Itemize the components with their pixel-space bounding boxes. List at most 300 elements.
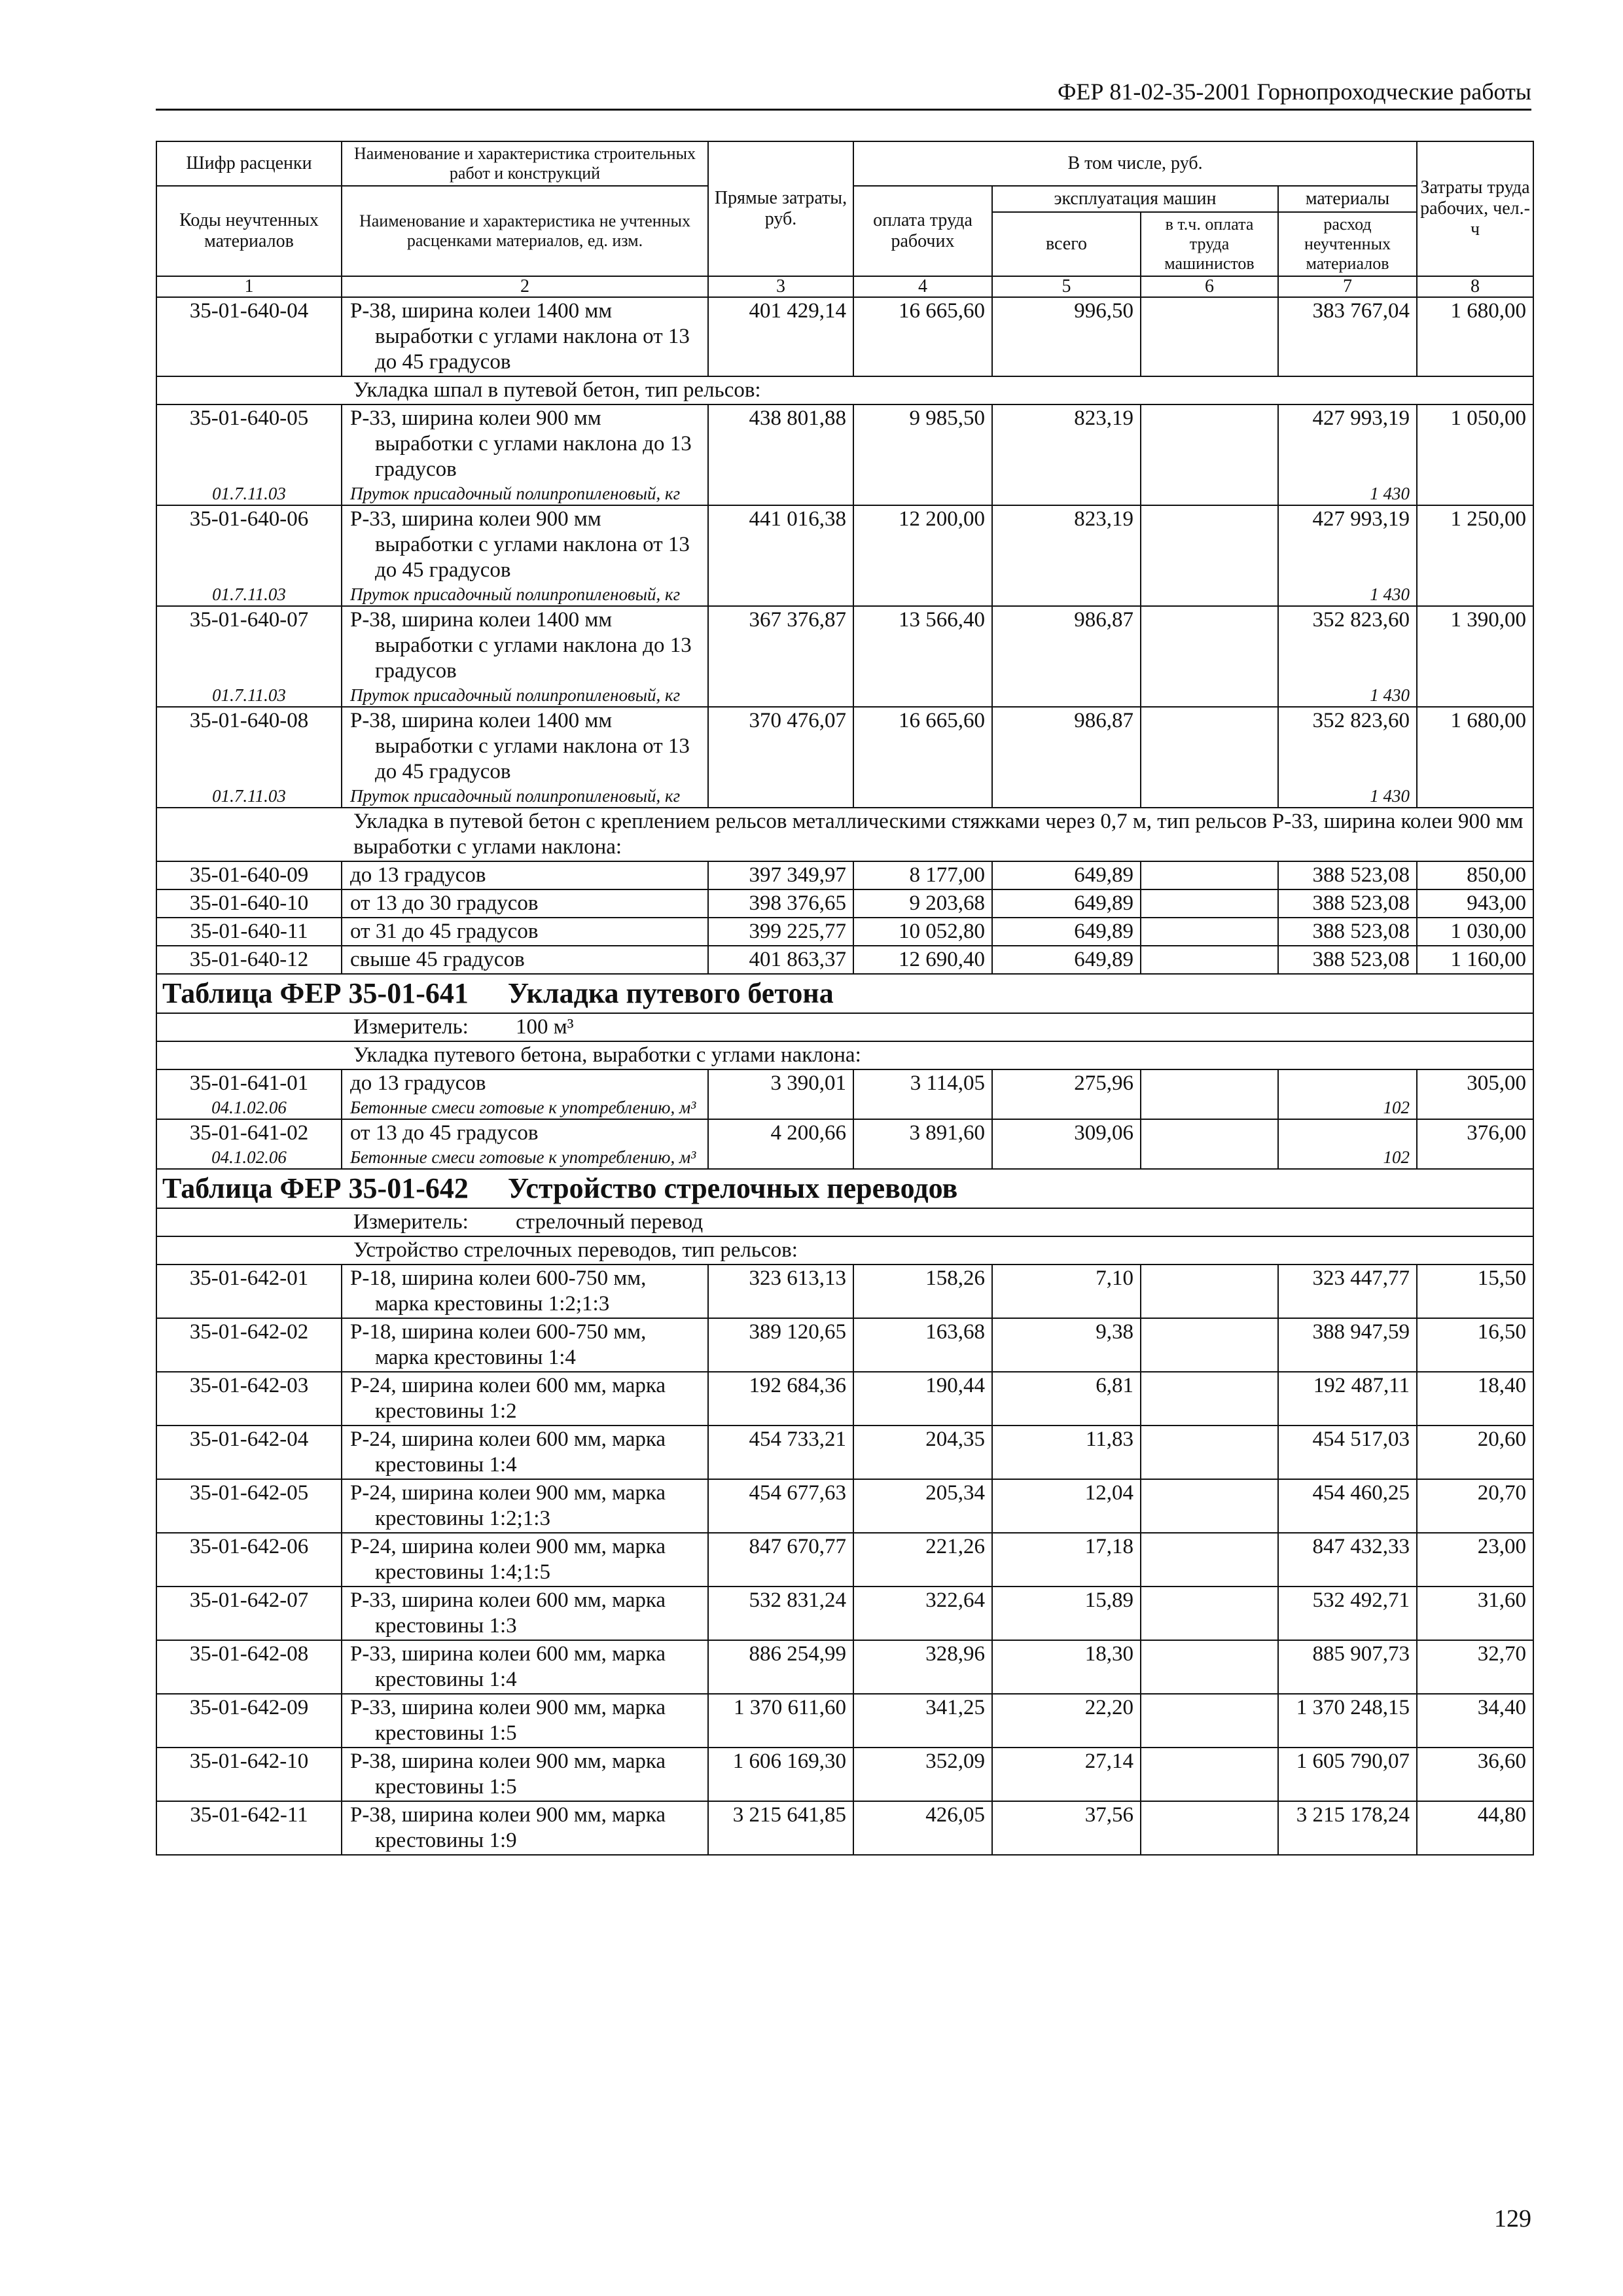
labor-costs: 376,00 <box>1417 1119 1533 1147</box>
machine-costs: 27,14 <box>992 1748 1141 1801</box>
machine-costs: 6,81 <box>992 1372 1141 1426</box>
table-row <box>156 1694 1533 1748</box>
table-row <box>156 1426 1533 1479</box>
measure-row <box>156 1013 1533 1041</box>
material-costs: 388 523,08 <box>1278 889 1417 918</box>
empty-cell <box>708 685 853 707</box>
empty-cell <box>853 1097 992 1119</box>
machinist-wages <box>1141 889 1278 918</box>
work-name: Р-38, ширина колеи 1400 мм выработки с углами наклона от 13 до 45 градусов <box>342 707 708 785</box>
table-row <box>156 918 1533 946</box>
machine-costs: 17,18 <box>992 1533 1141 1587</box>
material-row <box>156 685 1533 707</box>
work-name: Р-33, ширина колеи 900 мм выработки с углами наклона до 13 градусов <box>342 404 708 483</box>
table-row <box>156 1372 1533 1426</box>
header-mach-wages: в т.ч. оплата труда машинистов <box>1141 212 1278 276</box>
table-row <box>156 606 1533 685</box>
measure-value: 100 м³ <box>516 1015 574 1039</box>
table-title <box>156 974 1533 1013</box>
material-costs: 352 823,60 <box>1278 707 1417 785</box>
empty-cell <box>992 1097 1141 1119</box>
machinist-wages <box>1141 1265 1278 1318</box>
material-name: Бетонные смеси готовые к употреблению, м³ <box>342 1097 708 1119</box>
empty-cell <box>1141 1147 1278 1169</box>
table-title <box>156 1169 1533 1208</box>
wages: 8 177,00 <box>853 861 992 889</box>
direct-costs: 192 684,36 <box>708 1372 853 1426</box>
table-row <box>156 1640 1533 1694</box>
material-costs: 1 370 248,15 <box>1278 1694 1417 1748</box>
labor-costs: 15,50 <box>1417 1265 1533 1318</box>
price-table <box>156 141 1534 1856</box>
empty-cell <box>992 584 1141 606</box>
rate-code: 35-01-640-04 <box>156 297 342 376</box>
labor-costs: 32,70 <box>1417 1640 1533 1694</box>
material-costs <box>1278 1119 1417 1147</box>
work-name: Р-33, ширина колеи 900 мм выработки с углами наклона от 13 до 45 градусов <box>342 505 708 584</box>
direct-costs: 532 831,24 <box>708 1587 853 1640</box>
machinist-wages <box>1141 606 1278 685</box>
measure-label: Измеритель: <box>353 1015 469 1039</box>
table-number: Таблица ФЕР 35-01-642 <box>162 1172 469 1204</box>
work-name: Р-24, ширина колеи 600 мм, марка крестовины 1:4 <box>342 1426 708 1479</box>
measure <box>156 1208 1533 1236</box>
rate-code: 35-01-642-05 <box>156 1479 342 1533</box>
material-costs: 1 605 790,07 <box>1278 1748 1417 1801</box>
table-row <box>156 1587 1533 1640</box>
header-mat-unacc: расход неучтенных материалов <box>1278 212 1417 276</box>
machinist-wages <box>1141 1640 1278 1694</box>
work-name: до 13 градусов <box>342 1069 708 1097</box>
empty-cell <box>708 1147 853 1169</box>
wages: 322,64 <box>853 1587 992 1640</box>
wages: 328,96 <box>853 1640 992 1694</box>
header-direct: Прямые затраты, руб. <box>708 141 853 276</box>
empty-cell <box>853 584 992 606</box>
empty-cell <box>1141 685 1278 707</box>
empty-cell <box>992 785 1141 808</box>
material-costs: 388 947,59 <box>1278 1318 1417 1372</box>
labor-costs: 23,00 <box>1417 1533 1533 1587</box>
material-row <box>156 584 1533 606</box>
empty-cell <box>853 1147 992 1169</box>
empty-cell <box>1417 483 1533 505</box>
machinist-wages <box>1141 861 1278 889</box>
material-quantity: 1 430 <box>1278 785 1417 808</box>
rate-code: 35-01-640-10 <box>156 889 342 918</box>
section-heading-row <box>156 1236 1533 1265</box>
wages: 12 200,00 <box>853 505 992 584</box>
material-quantity: 102 <box>1278 1147 1417 1169</box>
empty-cell <box>853 685 992 707</box>
work-name: Р-24, ширина колеи 900 мм, марка крестовины 1:2;1:3 <box>342 1479 708 1533</box>
material-row <box>156 785 1533 808</box>
machine-costs: 7,10 <box>992 1265 1141 1318</box>
material-code: 01.7.11.03 <box>156 685 342 707</box>
material-code: 04.1.02.06 <box>156 1097 342 1119</box>
labor-costs: 943,00 <box>1417 889 1533 918</box>
table-row <box>156 404 1533 483</box>
column-number: 1 <box>156 276 342 297</box>
labor-costs: 1 030,00 <box>1417 918 1533 946</box>
wages: 9 985,50 <box>853 404 992 483</box>
rate-code: 35-01-640-08 <box>156 707 342 785</box>
measure-label: Измеритель: <box>353 1210 469 1234</box>
direct-costs: 438 801,88 <box>708 404 853 483</box>
material-row <box>156 1097 1533 1119</box>
machinist-wages <box>1141 404 1278 483</box>
material-name: Пруток присадочный полипропиленовый, кг <box>342 785 708 808</box>
material-name: Пруток присадочный полипропиленовый, кг <box>342 685 708 707</box>
material-costs: 388 523,08 <box>1278 918 1417 946</box>
material-row <box>156 483 1533 505</box>
section-heading-row <box>156 808 1533 861</box>
machine-costs: 649,89 <box>992 946 1141 974</box>
rate-code: 35-01-641-01 <box>156 1069 342 1097</box>
direct-costs: 1 370 611,60 <box>708 1694 853 1748</box>
rate-code: 35-01-640-11 <box>156 918 342 946</box>
machinist-wages <box>1141 707 1278 785</box>
labor-costs: 1 680,00 <box>1417 707 1533 785</box>
material-costs: 388 523,08 <box>1278 946 1417 974</box>
rate-code: 35-01-642-11 <box>156 1801 342 1855</box>
material-costs: 427 993,19 <box>1278 404 1417 483</box>
work-name: Р-33, ширина колеи 900 мм, марка крестовины 1:5 <box>342 1694 708 1748</box>
labor-costs: 20,60 <box>1417 1426 1533 1479</box>
wages: 163,68 <box>853 1318 992 1372</box>
wages: 12 690,40 <box>853 946 992 974</box>
labor-costs: 44,80 <box>1417 1801 1533 1855</box>
table-row <box>156 707 1533 785</box>
machinist-wages <box>1141 1587 1278 1640</box>
labor-costs: 34,40 <box>1417 1694 1533 1748</box>
direct-costs: 370 476,07 <box>708 707 853 785</box>
wages: 341,25 <box>853 1694 992 1748</box>
wages: 426,05 <box>853 1801 992 1855</box>
empty-cell <box>1141 1097 1278 1119</box>
material-costs: 847 432,33 <box>1278 1533 1417 1587</box>
rate-code: 35-01-640-06 <box>156 505 342 584</box>
direct-costs: 4 200,66 <box>708 1119 853 1147</box>
rate-code: 35-01-642-07 <box>156 1587 342 1640</box>
work-name: Р-24, ширина колеи 600 мм, марка крестовины 1:2 <box>342 1372 708 1426</box>
table-name: Устройство стрелочных переводов <box>507 1172 958 1204</box>
work-name: свыше 45 градусов <box>342 946 708 974</box>
table-row <box>156 297 1533 376</box>
material-quantity: 1 430 <box>1278 584 1417 606</box>
table-row <box>156 505 1533 584</box>
direct-costs: 401 429,14 <box>708 297 853 376</box>
empty-cell <box>1417 785 1533 808</box>
table-row <box>156 889 1533 918</box>
table-row <box>156 1318 1533 1372</box>
material-costs: 323 447,77 <box>1278 1265 1417 1318</box>
work-name: Р-33, ширина колеи 600 мм, марка крестовины 1:4 <box>342 1640 708 1694</box>
wages: 3 114,05 <box>853 1069 992 1097</box>
direct-costs: 399 225,77 <box>708 918 853 946</box>
rate-code: 35-01-642-09 <box>156 1694 342 1748</box>
material-row <box>156 1147 1533 1169</box>
table-row <box>156 1801 1533 1855</box>
material-code: 01.7.11.03 <box>156 584 342 606</box>
empty-cell <box>1417 685 1533 707</box>
empty-cell <box>1141 785 1278 808</box>
direct-costs: 3 390,01 <box>708 1069 853 1097</box>
wages: 190,44 <box>853 1372 992 1426</box>
table-title-row <box>156 974 1533 1013</box>
machine-costs: 15,89 <box>992 1587 1141 1640</box>
machine-costs: 649,89 <box>992 861 1141 889</box>
machine-costs: 12,04 <box>992 1479 1141 1533</box>
empty-cell <box>708 1097 853 1119</box>
machine-costs: 22,20 <box>992 1694 1141 1748</box>
measure <box>156 1013 1533 1041</box>
machinist-wages <box>1141 297 1278 376</box>
section-heading-row <box>156 376 1533 404</box>
empty-cell <box>853 785 992 808</box>
machine-costs: 986,87 <box>992 606 1141 685</box>
machinist-wages <box>1141 1119 1278 1147</box>
material-quantity: 1 430 <box>1278 685 1417 707</box>
column-number: 8 <box>1417 276 1533 297</box>
empty-cell <box>992 1147 1141 1169</box>
table-row <box>156 1748 1533 1801</box>
material-name: Пруток присадочный полипропиленовый, кг <box>342 483 708 505</box>
material-costs: 352 823,60 <box>1278 606 1417 685</box>
section-heading: Устройство стрелочных переводов, тип рельсов: <box>156 1236 1533 1265</box>
machinist-wages <box>1141 1479 1278 1533</box>
measure-value: стрелочный перевод <box>516 1210 704 1234</box>
page-header: ФЕР 81-02-35-2001 Горнопроходческие работы <box>156 77 1531 111</box>
machinist-wages <box>1141 1372 1278 1426</box>
section-heading: Укладка шпал в путевой бетон, тип рельсов: <box>156 376 1533 404</box>
labor-costs: 36,60 <box>1417 1748 1533 1801</box>
header-mat-codes: Коды неучтенных материалов <box>156 186 342 276</box>
table-body <box>156 141 1533 1855</box>
column-number: 2 <box>342 276 708 297</box>
empty-cell <box>992 483 1141 505</box>
header-name: Наименование и характеристика строительных работ и конструкций <box>342 141 708 186</box>
table-row <box>156 1119 1533 1147</box>
machine-costs: 37,56 <box>992 1801 1141 1855</box>
direct-costs: 1 606 169,30 <box>708 1748 853 1801</box>
machine-costs: 649,89 <box>992 889 1141 918</box>
rate-code: 35-01-640-09 <box>156 861 342 889</box>
material-name: Пруток присадочный полипропиленовый, кг <box>342 584 708 606</box>
column-number: 4 <box>853 276 992 297</box>
labor-costs: 1 390,00 <box>1417 606 1533 685</box>
work-name: Р-38, ширина колеи 900 мм, марка крестовины 1:5 <box>342 1748 708 1801</box>
header-materials: материалы <box>1278 186 1417 212</box>
column-number-row <box>156 276 1533 297</box>
work-name: Р-38, ширина колеи 1400 мм выработки с углами наклона от 13 до 45 градусов <box>342 297 708 376</box>
header-code: Шифр расценки <box>156 141 342 186</box>
section-heading-row <box>156 1041 1533 1069</box>
direct-costs: 398 376,65 <box>708 889 853 918</box>
rate-code: 35-01-642-01 <box>156 1265 342 1318</box>
machine-costs: 275,96 <box>992 1069 1141 1097</box>
direct-costs: 397 349,97 <box>708 861 853 889</box>
labor-costs: 1 250,00 <box>1417 505 1533 584</box>
machine-costs: 309,06 <box>992 1119 1141 1147</box>
wages: 10 052,80 <box>853 918 992 946</box>
material-costs: 532 492,71 <box>1278 1587 1417 1640</box>
direct-costs: 401 863,37 <box>708 946 853 974</box>
labor-costs: 16,50 <box>1417 1318 1533 1372</box>
material-costs: 3 215 178,24 <box>1278 1801 1417 1855</box>
work-name: от 31 до 45 градусов <box>342 918 708 946</box>
wages: 352,09 <box>853 1748 992 1801</box>
rate-code: 35-01-642-06 <box>156 1533 342 1587</box>
wages: 158,26 <box>853 1265 992 1318</box>
direct-costs: 847 670,77 <box>708 1533 853 1587</box>
wages: 16 665,60 <box>853 297 992 376</box>
machinist-wages <box>1141 1748 1278 1801</box>
header-name2: Наименование и характеристика не учтенных расценками материалов, ед. изм. <box>342 186 708 276</box>
work-name: Р-33, ширина колеи 600 мм, марка крестовины 1:3 <box>342 1587 708 1640</box>
table-row <box>156 1265 1533 1318</box>
direct-costs: 454 677,63 <box>708 1479 853 1533</box>
machine-costs: 9,38 <box>992 1318 1141 1372</box>
header-machines: эксплуатация машин <box>992 186 1278 212</box>
material-code: 04.1.02.06 <box>156 1147 342 1169</box>
machinist-wages <box>1141 1318 1278 1372</box>
empty-cell <box>708 785 853 808</box>
table-title-row <box>156 1169 1533 1208</box>
wages: 3 891,60 <box>853 1119 992 1147</box>
empty-cell <box>853 483 992 505</box>
material-code: 01.7.11.03 <box>156 483 342 505</box>
material-costs <box>1278 1069 1417 1097</box>
material-quantity: 1 430 <box>1278 483 1417 505</box>
labor-costs: 1 160,00 <box>1417 946 1533 974</box>
rate-code: 35-01-642-03 <box>156 1372 342 1426</box>
machinist-wages <box>1141 918 1278 946</box>
wages: 221,26 <box>853 1533 992 1587</box>
rate-code: 35-01-642-08 <box>156 1640 342 1694</box>
table-name: Укладка путевого бетона <box>507 977 834 1009</box>
rate-code: 35-01-640-12 <box>156 946 342 974</box>
machine-costs: 11,83 <box>992 1426 1141 1479</box>
machine-costs: 649,89 <box>992 918 1141 946</box>
wages: 204,35 <box>853 1426 992 1479</box>
work-name: Р-38, ширина колеи 900 мм, марка крестовины 1:9 <box>342 1801 708 1855</box>
work-name: от 13 до 30 градусов <box>342 889 708 918</box>
labor-costs: 1 680,00 <box>1417 297 1533 376</box>
machinist-wages <box>1141 1533 1278 1587</box>
labor-costs: 20,70 <box>1417 1479 1533 1533</box>
header-incl: В том числе, руб. <box>853 141 1417 186</box>
direct-costs: 323 613,13 <box>708 1265 853 1318</box>
direct-costs: 454 733,21 <box>708 1426 853 1479</box>
material-quantity: 102 <box>1278 1097 1417 1119</box>
machine-costs: 823,19 <box>992 404 1141 483</box>
table-row <box>156 1533 1533 1587</box>
rate-code: 35-01-641-02 <box>156 1119 342 1147</box>
work-name: до 13 градусов <box>342 861 708 889</box>
column-number: 5 <box>992 276 1141 297</box>
material-costs: 885 907,73 <box>1278 1640 1417 1694</box>
work-name: от 13 до 45 градусов <box>342 1119 708 1147</box>
material-costs: 192 487,11 <box>1278 1372 1417 1426</box>
empty-cell <box>1417 1097 1533 1119</box>
wages: 205,34 <box>853 1479 992 1533</box>
empty-cell <box>992 685 1141 707</box>
material-code: 01.7.11.03 <box>156 785 342 808</box>
labor-costs: 850,00 <box>1417 861 1533 889</box>
work-name: Р-38, ширина колеи 1400 мм выработки с углами наклона до 13 градусов <box>342 606 708 685</box>
direct-costs: 389 120,65 <box>708 1318 853 1372</box>
column-number: 6 <box>1141 276 1278 297</box>
column-number: 3 <box>708 276 853 297</box>
material-name: Бетонные смеси готовые к употреблению, м³ <box>342 1147 708 1169</box>
material-costs: 427 993,19 <box>1278 505 1417 584</box>
table-row <box>156 946 1533 974</box>
machine-costs: 823,19 <box>992 505 1141 584</box>
empty-cell <box>1417 1147 1533 1169</box>
machinist-wages <box>1141 1069 1278 1097</box>
machinist-wages <box>1141 946 1278 974</box>
machinist-wages <box>1141 1694 1278 1748</box>
measure-row <box>156 1208 1533 1236</box>
direct-costs: 886 254,99 <box>708 1640 853 1694</box>
rate-code: 35-01-642-04 <box>156 1426 342 1479</box>
empty-cell <box>1417 584 1533 606</box>
page-number: 129 <box>1494 2205 1531 2233</box>
header-mach-total: всего <box>992 212 1141 276</box>
work-name: Р-18, ширина колеи 600-750 мм, марка крестовины 1:2;1:3 <box>342 1265 708 1318</box>
table-row <box>156 861 1533 889</box>
labor-costs: 305,00 <box>1417 1069 1533 1097</box>
rate-code: 35-01-642-10 <box>156 1748 342 1801</box>
empty-cell <box>708 584 853 606</box>
machinist-wages <box>1141 1801 1278 1855</box>
work-name: Р-24, ширина колеи 900 мм, марка крестовины 1:4;1:5 <box>342 1533 708 1587</box>
machinist-wages <box>1141 505 1278 584</box>
section-heading: Укладка в путевой бетон с креплением рельсов металлическими стяжками через 0,7 м, тип рельсов Р-33, ширина колеи 900 мм выработки с углами наклона: <box>156 808 1533 861</box>
material-costs: 454 460,25 <box>1278 1479 1417 1533</box>
material-costs: 383 767,04 <box>1278 297 1417 376</box>
header-wages: оплата труда рабочих <box>853 186 992 276</box>
direct-costs: 367 376,87 <box>708 606 853 685</box>
rate-code: 35-01-640-05 <box>156 404 342 483</box>
material-costs: 454 517,03 <box>1278 1426 1417 1479</box>
table-row <box>156 1479 1533 1533</box>
direct-costs: 441 016,38 <box>708 505 853 584</box>
labor-costs: 18,40 <box>1417 1372 1533 1426</box>
wages: 9 203,68 <box>853 889 992 918</box>
header-labor: Затраты труда рабочих, чел.-ч <box>1417 141 1533 276</box>
machine-costs: 18,30 <box>992 1640 1141 1694</box>
work-name: Р-18, ширина колеи 600-750 мм, марка крестовины 1:4 <box>342 1318 708 1372</box>
header-row <box>156 141 1533 186</box>
material-costs: 388 523,08 <box>1278 861 1417 889</box>
wages: 16 665,60 <box>853 707 992 785</box>
wages: 13 566,40 <box>853 606 992 685</box>
rate-code: 35-01-642-02 <box>156 1318 342 1372</box>
empty-cell <box>708 483 853 505</box>
machine-costs: 996,50 <box>992 297 1141 376</box>
column-number: 7 <box>1278 276 1417 297</box>
machinist-wages <box>1141 1426 1278 1479</box>
labor-costs: 31,60 <box>1417 1587 1533 1640</box>
table-row <box>156 1069 1533 1097</box>
section-heading: Укладка путевого бетона, выработки с углами наклона: <box>156 1041 1533 1069</box>
machine-costs: 986,87 <box>992 707 1141 785</box>
labor-costs: 1 050,00 <box>1417 404 1533 483</box>
empty-cell <box>1141 584 1278 606</box>
empty-cell <box>1141 483 1278 505</box>
